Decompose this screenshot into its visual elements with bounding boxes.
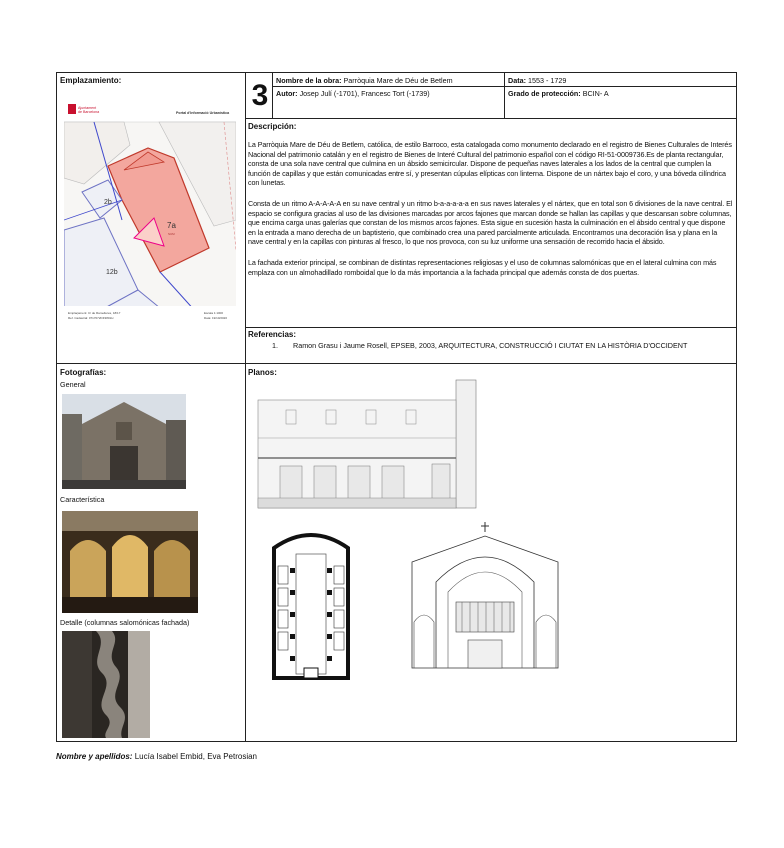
grado-field [508,89,734,99]
header-divider-v2 [504,72,505,119]
emplazamiento-label: Emplazamiento: [60,76,122,85]
authors-label: Nombre y apellidos: [56,752,133,761]
autor-value: Josep Julí (-1701), Francesc Tort (-1739) [299,89,430,98]
photo-caption-detalle: Detalle (columnas salomónicas fachada) [60,618,190,627]
planos-label: Planos: [248,368,277,377]
header-divider-h1 [272,86,737,87]
descripcion-paragraph-1: La Parròquia Mare de Déu de Betlem, católica, de estilo Barroco, esta catalogada como monumento declarado en el registro de Bienes Culturales de Interés Nacional del patrimonio catalán y en el registro de Bienes de Interé Cultural del patrimonio español con el código RI-51-0009736.Es de planta rectangular, consta de una sola nave central que culmina en un ábsido semicircular. Dispone de pequeñas naves laterales a los lados de la central que cumplen la función de capillas y que están comunicadas entre sí, y presentan cúpulas elípticas con linterna. Dispone de un nártex bajo el coro, y una bóveda cilíndrica con lunetas. [248,140,732,188]
data-value: 1553 - 1729 [527,76,567,85]
column-divider [245,72,246,742]
descripcion-paragraph-2: Consta de un ritmo A-A-A-A-A en su nave central y un ritmo b-a-a-a-a-a en sus naves laterales y el nártex, que en total son 6 divisiones de la nave central. El espacio se configura gracias al uso de las divisiones marcadas por arcos fajones que marcan donde se hallan las capillas y que descansan sobre columnas, que encima carga unas galerías que constan de los mismos arcos fajones. Esta sigue en sucesión hasta la culminación en el ábsido central y que dispone en la entrada a mano derecha de un baptisterio, que combinado crea una pared parcialmente articulada. Encontramos una decoración lisa y plana en la nave central y en la capillas con pinturas al fresco, lo que nos provoca, con su luz uniforme una sensación de recorrido hacia el ábsido. [248,198,733,247]
data-field [508,76,734,86]
svg-text:Ref. Cadastral: 0717072DF3801H: Ref. Cadastral: 0717072DF3801H [68,316,114,320]
nombre-obra [276,76,502,86]
autor-label: Autor: [276,89,298,98]
fotografias-label: Fotografías: [60,368,107,377]
parcel-label-7a: 7a [167,221,176,230]
photo-general [62,394,186,489]
photo-caption-caracteristica: Característica [60,495,105,504]
barcelona-logo-icon [68,104,76,114]
autor-field [276,89,502,99]
referencias-label: Referencias: [248,330,297,339]
referencia-number: 1. [272,341,278,350]
referencias-divider [245,327,737,328]
plan-elevation [256,378,480,510]
map-drawing [64,100,236,332]
descripcion-label: Descripción: [248,122,297,131]
authors-footer [56,752,257,761]
map-logo-text-2: de Barcelona [78,110,100,114]
plan-floor [264,528,358,688]
plan-section [402,522,568,670]
data-label: Data: [508,76,526,85]
svg-text:SUM: SUM [168,232,175,236]
location-map [64,100,236,332]
referencia-text: Ramon Grasu i Jaume Rosell, EPSEB, 2003, ARQUITECTURA, CONSTRUCCIÓ I CIUTAT EN LA HISTÒRIA D'OCCIDENT [293,341,688,350]
svg-text:Emplaçament: C/ de Ramelleres,: Emplaçament: C/ de Ramelleres, 18/17 [68,311,121,315]
header-divider-h2 [245,118,737,119]
grado-value: BCIN- A [582,89,609,98]
descripcion-paragraph-3: La fachada exterior principal, se combinan de distintas representaciones religiosas y el uso de columnas salomónicas que en el lateral culmina con más emplaza con un almohadillado romboidal que lo da más importancia a la fachada principal que además consta de dos puertas. [248,257,717,277]
sheet-number: 3 [251,79,269,112]
row-divider [56,363,737,364]
map-logo-text-1: Ajuntament [78,106,97,110]
header-divider-v1 [272,72,273,119]
map-header: Portal d'Informació Urbanística [176,111,230,115]
parcel-label-12b: 12b [106,269,118,276]
authors-value: Lucía Isabel Embid, Eva Petrosian [134,752,257,761]
photo-detalle [62,631,150,738]
parcel-label-2b: 2b [104,199,112,206]
svg-text:Escala 1:1000: Escala 1:1000 [204,311,224,315]
photo-caption-general: General [60,380,86,389]
grado-label: Grado de protección: [508,89,581,98]
svg-text:Data: 19/10/2020: Data: 19/10/2020 [204,316,228,320]
descripcion-body [248,140,734,288]
nombre-obra-label: Nombre de la obra: [276,76,342,85]
photo-caracteristica [62,511,198,613]
nombre-obra-value: Parròquia Mare de Déu de Betlem [343,76,453,85]
